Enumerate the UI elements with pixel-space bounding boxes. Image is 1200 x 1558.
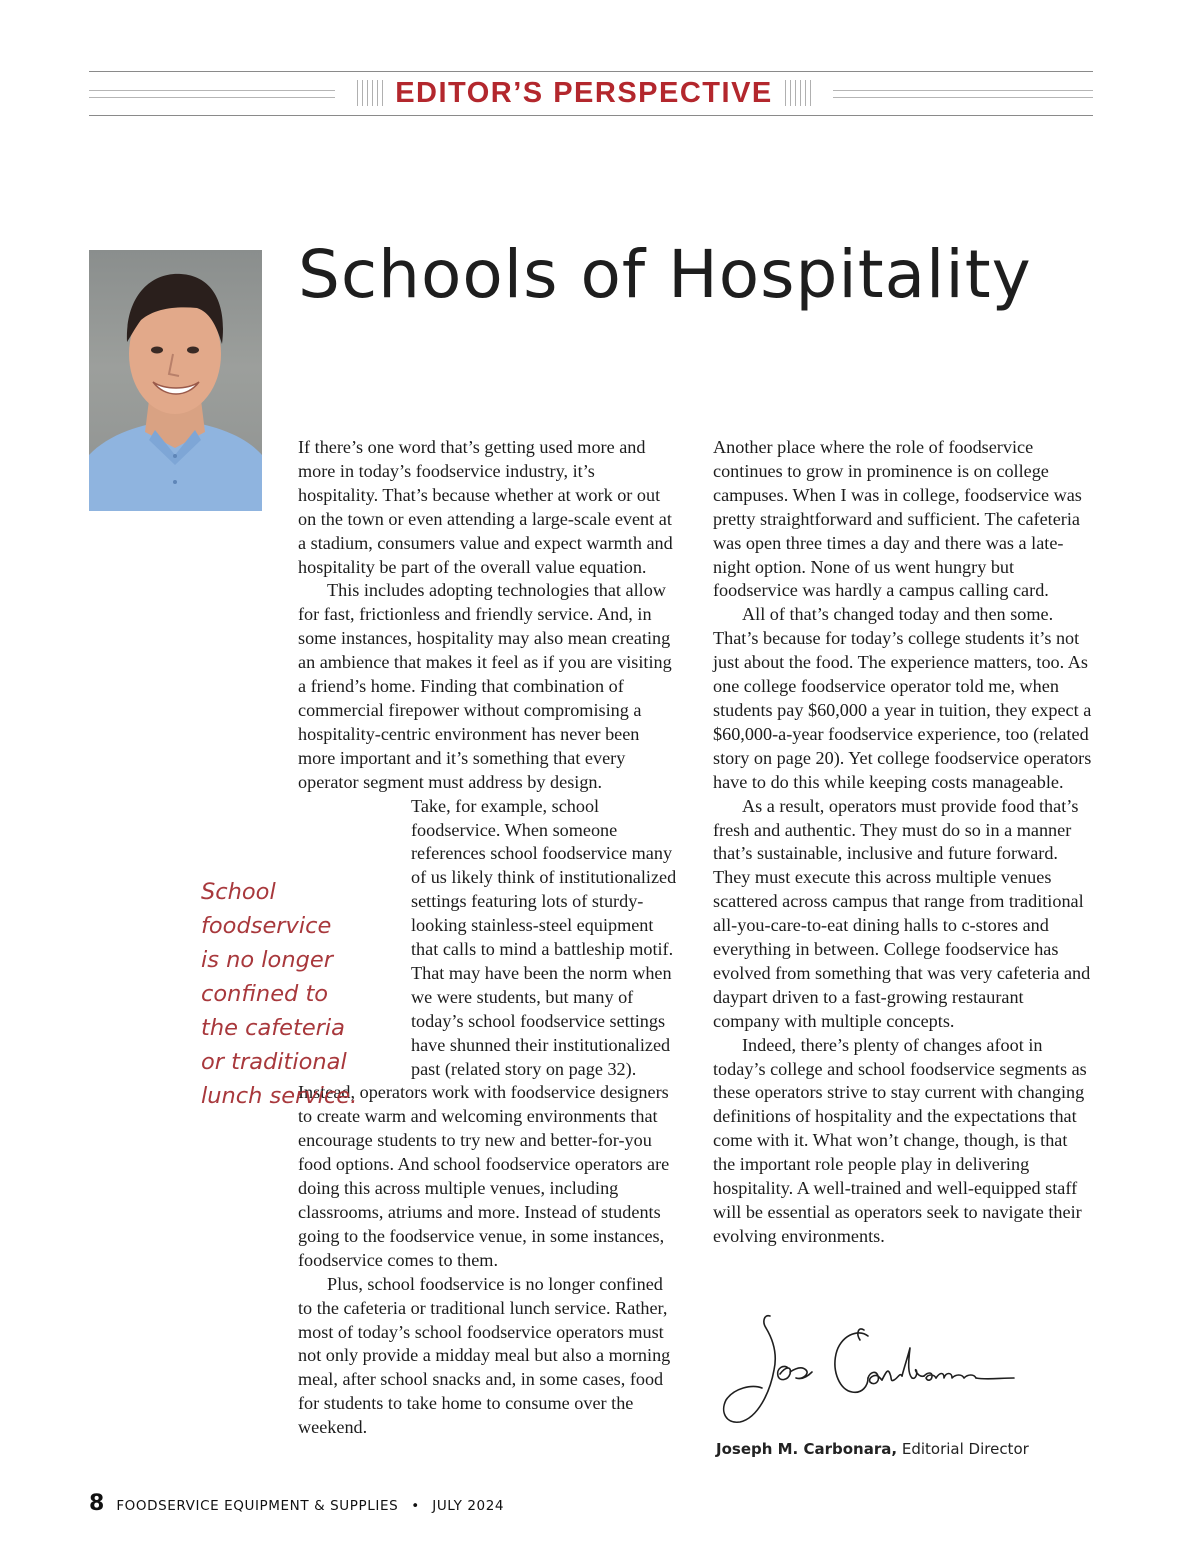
signature [718, 1308, 1018, 1433]
right-paragraph-4: Indeed, there’s plenty of changes afoot in today’s college and school foodservice segments as these operators strive to stay current with changing definitions of hospitality and the expectations that come with it. What won’t change, though, is that the important role people play in delivering hospitality. A well-trained and well-equipped staff will be essential as operators seek to navigate their evolving environments. [713, 1034, 1087, 1246]
pull-quote-line: is no longer [201, 947, 333, 973]
page-number: 8 [89, 1491, 105, 1516]
left-paragraph-2: This includes adopting technologies that allow for fast, frictionless and friendly service. And, in some instances, hospitality may also mean creating an ambience that makes it feel as if you are visiting a friend’s home. Finding that combination of commercial firepower without compromising a hospitality-centric environment has never been more important and it’s something that every operator segment must address by design. [298, 580, 672, 792]
header-top-rule [89, 71, 1093, 72]
pull-quote-line: lunch service. [201, 1083, 358, 1109]
issue-date: JULY 2024 [432, 1498, 505, 1514]
author-name: Joseph M. Carbonara, [716, 1440, 898, 1458]
header-bottom-rule [89, 115, 1093, 116]
right-column [713, 436, 1093, 1249]
pull-quote-line: or traditional [201, 1049, 347, 1075]
right-paragraph-1: Another place where the role of foodservice continues to grow in prominence is on college campuses. When I was in college, foodservice was pretty straightforward and sufficient. The cafeteria was open three times a day and there was a late-night option. None of us went hungry but foodservice was hardly a campus calling card. [713, 437, 1082, 601]
pull-quote-line: confined to [201, 981, 329, 1007]
left-paragraph-1: If there’s one word that’s getting used more and more in today’s foodservice industry, it’s hospitality. That’s because whether at work or out on the town or even attending a large-scale event at a stadium, consumers value and expect warmth and hospitality be part of the overall value equation. [298, 437, 673, 577]
page-footer [89, 1491, 504, 1516]
header-right-line-1 [833, 90, 1093, 91]
header-bars-left-icon [357, 80, 383, 106]
header-left-line-1 [89, 90, 335, 91]
article-title: Schools of Hospitality [298, 236, 1032, 313]
right-paragraph-3: As a result, operators must provide food that’s fresh and authentic. They must do so in a manner that’s sustainable, inclusive and future forward. They must execute this across multiple venues scattered across campus that range from traditional all-you-care-to-eat dining halls to c-stores and everything in between. College foodservice has evolved from something that was very cafeteria and daypart driven to a fast-growing restaurant company with multiple concepts. [713, 795, 1091, 1031]
section-kicker: EDITOR’S PERSPECTIVE [395, 76, 773, 109]
header-right-line-2 [833, 97, 1093, 98]
section-header [354, 76, 814, 110]
left-paragraph-4: Plus, school foodservice is no longer confined to the cafeteria or traditional lunch service. Rather, most of today’s school foodservice operators must not only provide a midday meal but also a morning meal, after school snacks and, in some cases, food for students to take home to consume over the weekend. [298, 1273, 671, 1438]
pull-quote-line: School [201, 879, 276, 905]
header-left-line-2 [89, 97, 335, 98]
author-role: Editorial Director [901, 1440, 1029, 1458]
signature-drawing [718, 1308, 1018, 1433]
footer-separator: • [411, 1498, 420, 1514]
pull-quote-line: the cafeteria [201, 1015, 345, 1041]
author-portrait-illustration [89, 250, 262, 511]
right-paragraph-2: All of that’s changed today and then some. That’s because for today’s college students it’s not just about the food. The experience matters, too. As one college foodservice operator told me, when students pay $60,000 a year in tuition, they expect a $60,000-a-year foodservice experience, too (related story on page 20). Yet college foodservice operators have to do this while keeping costs manageable. [713, 604, 1092, 792]
pull-quote [201, 875, 386, 1113]
left-paragraph-3-text: Take, for example, school foodservice. When someone references school foodservice many of us likely think of institutionalized settings featuring lots of sturdy-looking stainless-steel equipment that calls to mind a battleship motif. That may have been the norm when we were students, but many of today’s school foodservice settings have shunned their institutionalized past (related story on page 32). Instead, operators work with foodservice designers to create warm and welcoming environments that encourage students to try new and better-for-you food options. And school foodservice operators are doing this across multiple venues, including classrooms, atriums and more. Instead of students going to the foodservice venue, in some instances, foodservice comes to them. [298, 795, 677, 1270]
byline [716, 1440, 1029, 1458]
header-bars-right-icon [785, 80, 811, 106]
publication-name: FOODSERVICE EQUIPMENT & SUPPLIES [116, 1498, 399, 1514]
author-photo [89, 250, 262, 511]
pull-quote-line: foodservice [201, 913, 332, 939]
